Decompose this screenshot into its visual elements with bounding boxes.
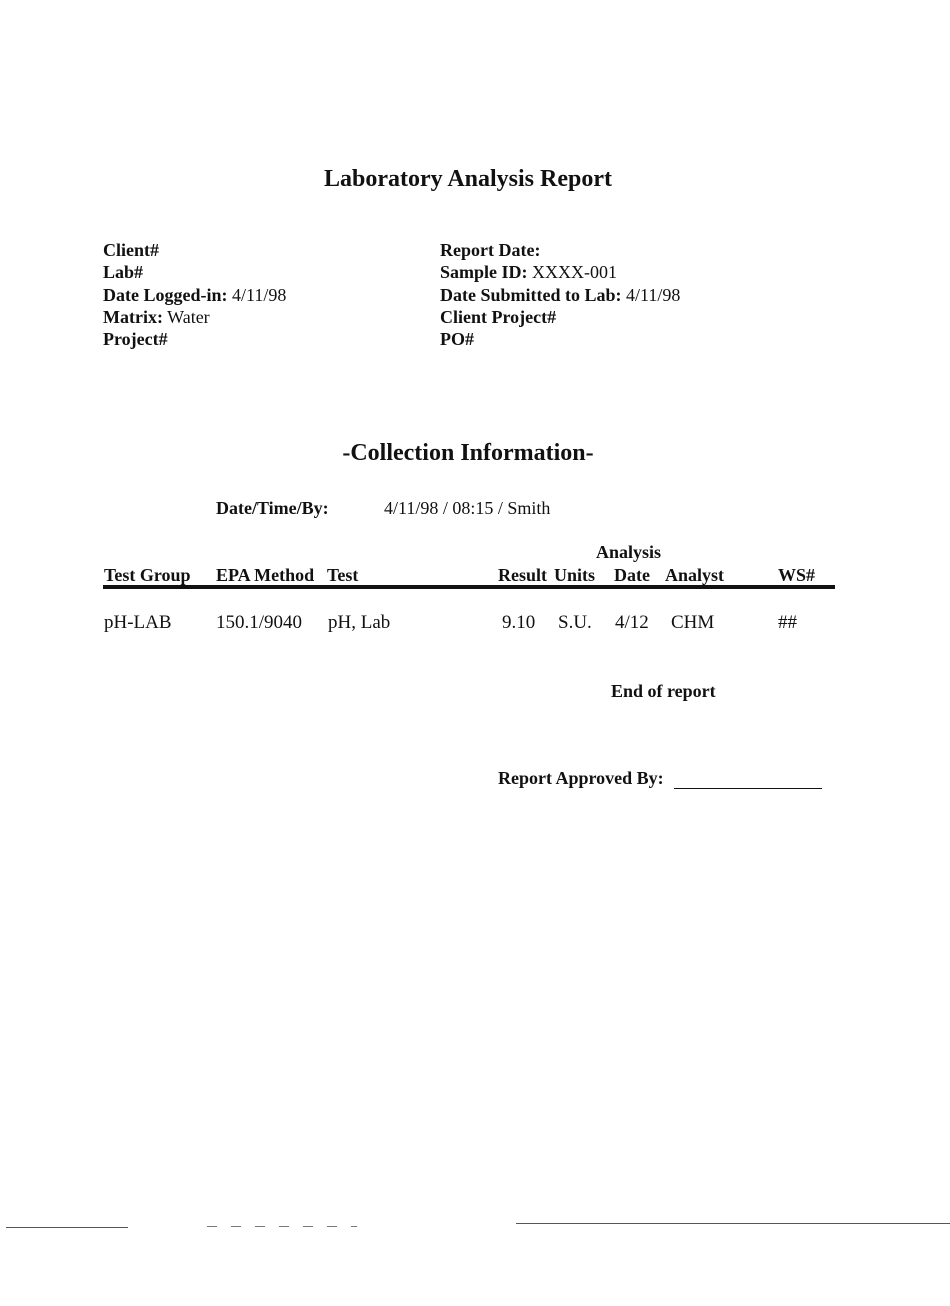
header-units: Units bbox=[554, 565, 596, 585]
page-title: Laboratory Analysis Report bbox=[324, 166, 612, 192]
cell-test-group: pH-LAB bbox=[104, 612, 172, 633]
date-submitted-field bbox=[440, 284, 680, 306]
header-test-group: Test Group bbox=[104, 565, 191, 585]
scan-artifact-line bbox=[516, 1223, 950, 1224]
field-label: Matrix: bbox=[103, 307, 163, 327]
field-label: Report Date: bbox=[440, 240, 541, 260]
collection-heading: -Collection Information- bbox=[342, 440, 594, 466]
field-label: Date Submitted to Lab: bbox=[440, 285, 622, 305]
cell-result: 9.10 bbox=[502, 612, 536, 633]
sample-id-field bbox=[440, 261, 617, 283]
cell-ws: ## bbox=[778, 612, 797, 633]
header-test: Test bbox=[327, 565, 359, 585]
field-value: Water bbox=[167, 307, 210, 327]
header-date: Date bbox=[614, 565, 650, 585]
po-number-field bbox=[440, 328, 474, 350]
field-value: 4/11/98 bbox=[232, 285, 287, 305]
field-label: Client Project# bbox=[440, 307, 557, 327]
client-project-field bbox=[440, 306, 556, 328]
field-label: Lab# bbox=[103, 262, 144, 282]
signature-line bbox=[674, 788, 822, 789]
field-value: 4/11/98 bbox=[626, 285, 681, 305]
header-ws: WS# bbox=[778, 565, 816, 585]
cell-test: pH, Lab bbox=[328, 612, 391, 633]
cell-units: S.U. bbox=[558, 612, 592, 633]
matrix-field bbox=[103, 306, 210, 328]
header-epa-method: EPA Method bbox=[216, 565, 315, 585]
cell-analyst: CHM bbox=[671, 612, 715, 633]
field-label: Sample ID: bbox=[440, 262, 528, 282]
header-result: Result bbox=[498, 565, 547, 585]
collection-value: 4/11/98 / 08:15 / Smith bbox=[384, 498, 551, 518]
client-number-field bbox=[103, 239, 159, 261]
approved-by-label: Report Approved By: bbox=[498, 768, 664, 788]
end-of-report: End of report bbox=[611, 681, 716, 701]
header-divider bbox=[103, 585, 835, 589]
field-label: PO# bbox=[440, 329, 474, 349]
field-label: Date Logged-in: bbox=[103, 285, 228, 305]
header-analyst: Analyst bbox=[665, 565, 725, 585]
collection-label: Date/Time/By: bbox=[216, 498, 329, 518]
scan-artifact-line bbox=[6, 1227, 128, 1228]
analysis-group-header: Analysis bbox=[596, 542, 662, 562]
scan-artifact-line bbox=[207, 1226, 357, 1227]
lab-number-field bbox=[103, 261, 143, 283]
project-number-field bbox=[103, 328, 168, 350]
report-date-field bbox=[440, 239, 540, 261]
cell-epa-method: 150.1/9040 bbox=[216, 612, 303, 633]
field-label: Project# bbox=[103, 329, 168, 349]
cell-date: 4/12 bbox=[615, 612, 649, 633]
date-logged-in-field bbox=[103, 284, 286, 306]
field-label: Client# bbox=[103, 240, 159, 260]
field-value: XXXX-001 bbox=[532, 262, 618, 282]
